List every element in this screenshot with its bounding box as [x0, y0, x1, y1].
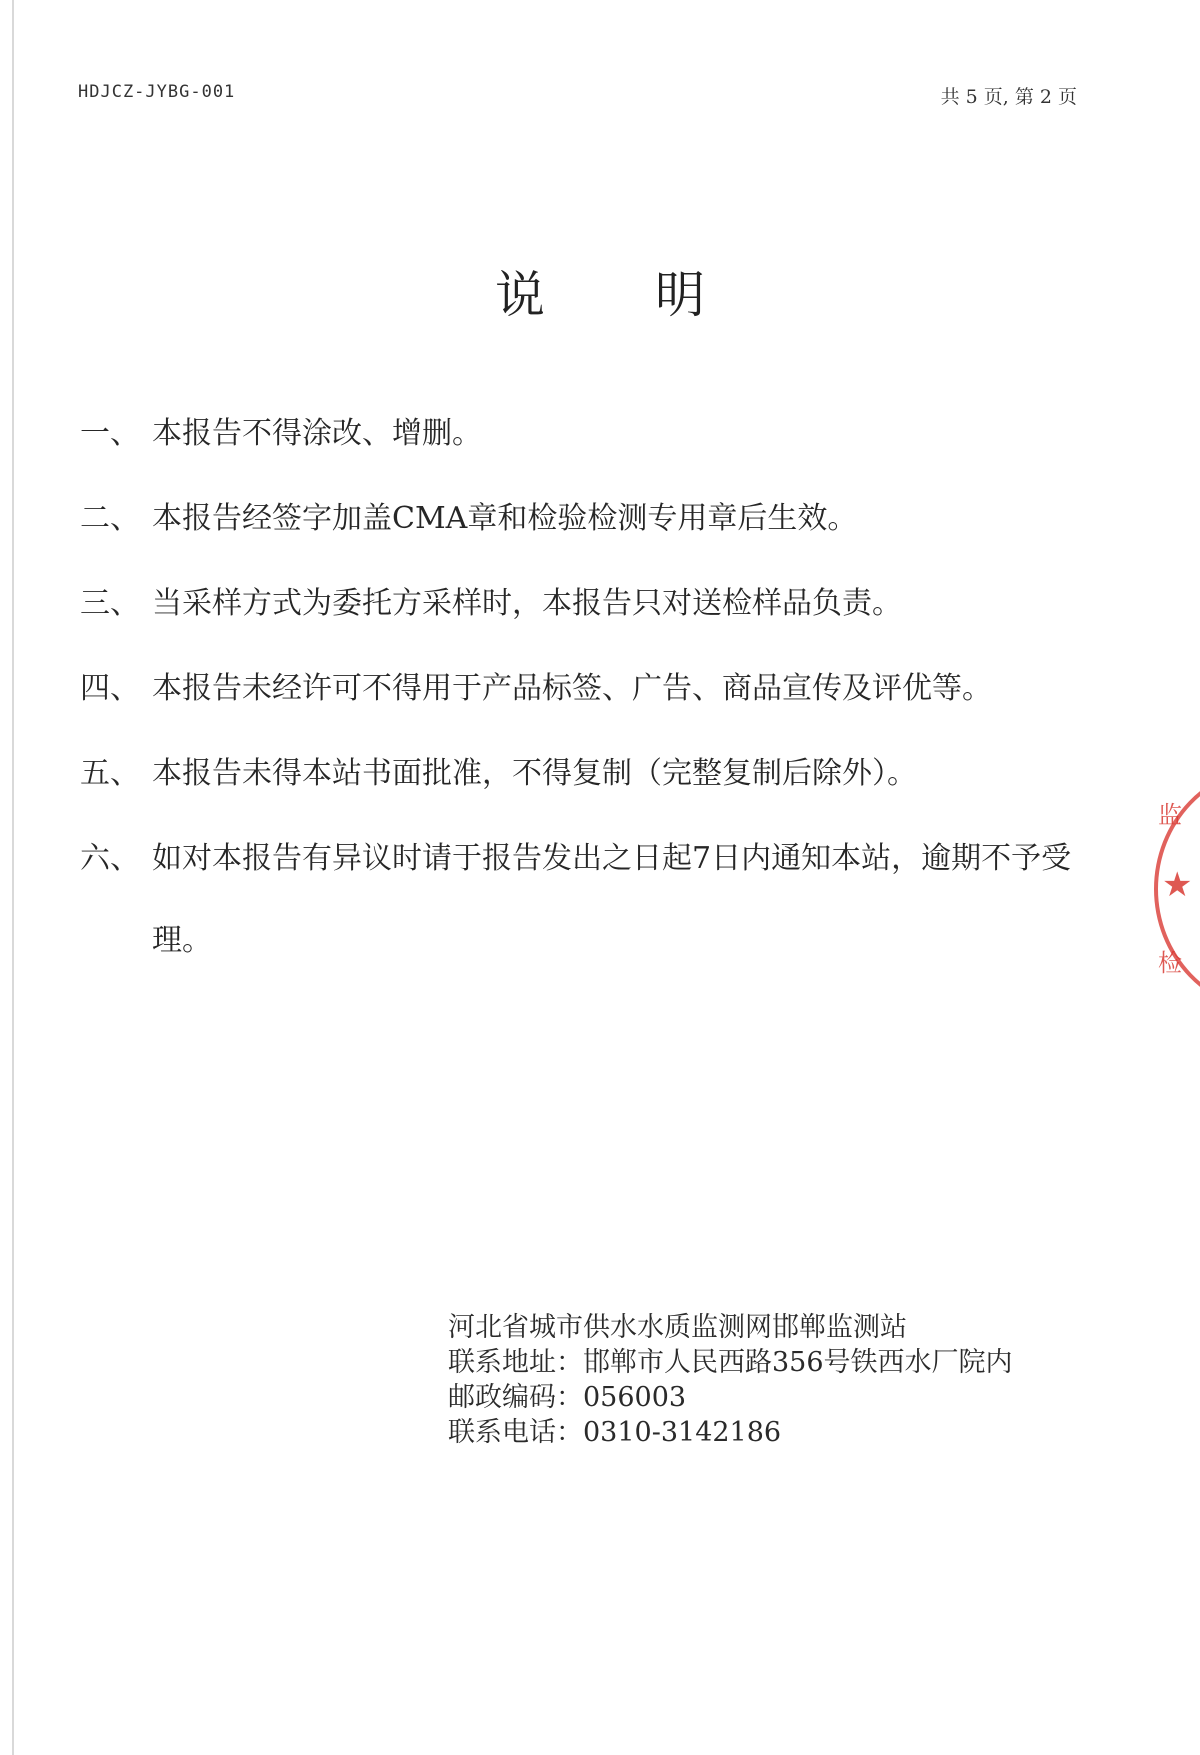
note-item-4: [80, 667, 1090, 711]
note-text: 本报告经签字加盖CMA章和检验检测专用章后生效。: [152, 501, 858, 536]
note-number: 一、: [80, 416, 140, 451]
document-code: HDJCZ-JYBG-001: [78, 82, 236, 102]
contact-block: [448, 1310, 1013, 1450]
contact-postcode: 邮政编码：056003: [448, 1382, 687, 1413]
notes-list: [80, 412, 1090, 1023]
note-number: 三、: [80, 586, 140, 621]
note-text: 本报告未经许可不得用于产品标签、广告、商品宣传及评优等。: [152, 671, 992, 706]
note-item-2: [80, 497, 1090, 541]
seal-star-icon: ★: [1162, 865, 1193, 905]
note-item-3: [80, 582, 1090, 626]
seal-character: 检: [1158, 949, 1182, 977]
note-item-5: [80, 752, 1090, 796]
seal-character: 监: [1158, 801, 1182, 829]
note-item-1: [80, 412, 1090, 456]
note-number: 二、: [80, 501, 140, 536]
note-item-6: [80, 818, 1090, 982]
contact-phone: 联系电话：0310-3142186: [448, 1417, 782, 1448]
note-text: 当采样方式为委托方采样时，本报告只对送检样品负责。: [152, 586, 902, 621]
note-text: 本报告未得本站书面批准，不得复制（完整复制后除外）。: [152, 756, 917, 791]
note-number: 六、: [80, 841, 140, 876]
note-number: 四、: [80, 671, 140, 706]
note-text: 如对本报告有异议时请于报告发出之日起7日内通知本站，逾期不予受理。: [152, 841, 1072, 958]
contact-address: 联系地址：邯郸市人民西路356号铁西水厂院内: [448, 1347, 1013, 1378]
organization-name: 河北省城市供水水质监测网邯郸监测站: [448, 1312, 907, 1343]
page-title: 说明: [495, 266, 815, 324]
page-count: 共 5 页, 第 2 页: [940, 86, 1077, 108]
note-number: 五、: [80, 756, 140, 791]
note-text: 本报告不得涂改、增删。: [152, 416, 482, 451]
official-seal-stamp: [1148, 765, 1200, 1005]
